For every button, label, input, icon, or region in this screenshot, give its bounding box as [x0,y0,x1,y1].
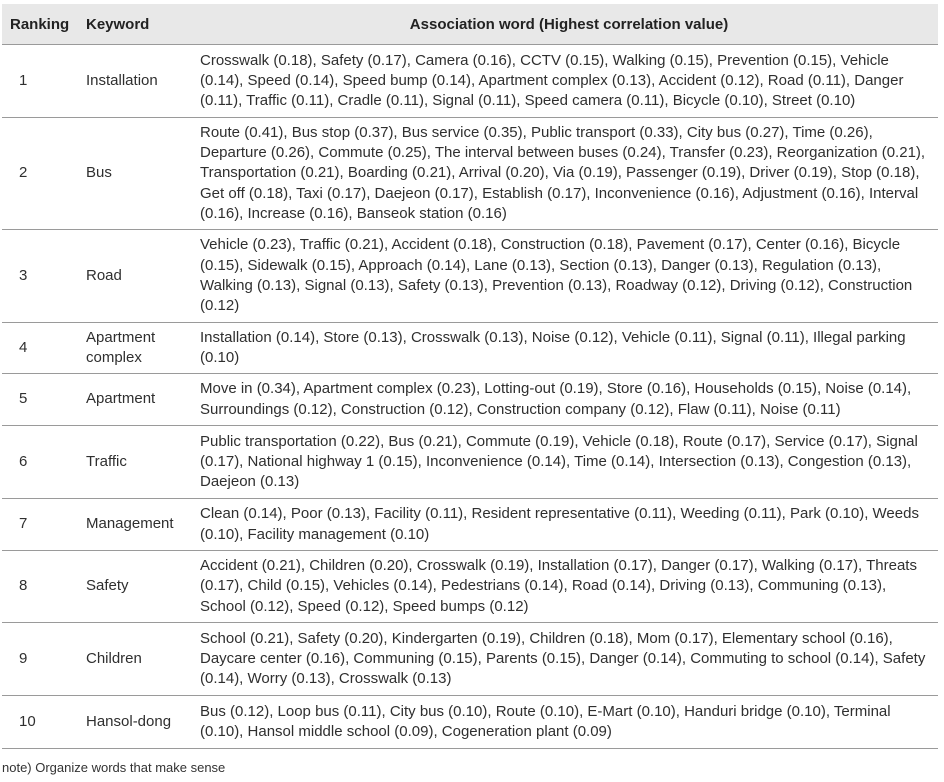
header-keyword: Keyword [86,15,150,33]
rank-cell: 7 [19,515,28,533]
rank-cell: 5 [19,390,28,408]
rank-cell: 9 [19,649,28,667]
rank-cell: 1 [19,71,28,89]
association-cell: Public transportation (0.22), Bus (0.21), Commute (0.19), Vehicle (0.18), Route (0.17), Service (0.17), Signal (0.17), National highway 1 (0.15), Inconvenience (0.14), Time (0.14), Intersection (0.13), Congestion (0.13), Daejeon (0.13) [200,432,918,491]
table-row [2,426,938,499]
keyword-cell: Hansol-dong [86,712,172,730]
association-cell: Bus (0.12), Loop bus (0.11), City bus (0.10), Route (0.10), E-Mart (0.10), Handuri bridge (0.10), Terminal (0.10), Hansol middle school (0.09), Cogeneration plant (0.09) [200,702,891,740]
table-row [2,499,938,551]
keyword-cell: Management [86,515,174,533]
table-row [2,374,938,426]
association-table-container [2,4,938,749]
rank-cell: 8 [19,577,28,595]
header-association: Association word (Highest correlation value) [409,15,729,33]
keyword-cell: Bus [86,164,112,182]
association-cell: Clean (0.14), Poor (0.13), Facility (0.11), Resident representative (0.11), Weeding (0.11), Park (0.10), Weeds (0.10), Facility management (0.10) [200,505,919,543]
table-row [2,623,938,696]
keyword-cell: Children [86,649,142,667]
keyword-cell: Safety [86,577,129,595]
keyword-cell: Traffic [86,452,127,470]
association-cell: Route (0.41), Bus stop (0.37), Bus service (0.35), Public transport (0.33), City bus (0.27), Time (0.26), Departure (0.26), Commute (0.25), The interval between buses (0.24), Transfer (0.23), Reorganization (0.21), Transportation (0.21), Boarding (0.21), Arrival (0.20), Via (0.19), Passenger (0.19), Driver (0.19), Stop (0.18), Get off (0.18), Taxi (0.17), Daejeon (0.17), Establish (0.17), Inconvenience (0.16), Adjustment (0.16), Interval (0.16), Increase (0.16), Banseok station (0.16) [200,123,926,222]
table-row [2,230,938,323]
rank-cell: 10 [19,712,36,730]
table-row [2,696,938,749]
association-cell: Installation (0.14), Store (0.13), Crosswalk (0.13), Noise (0.12), Vehicle (0.11), Signal (0.11), Illegal parking (0.10) [200,328,906,366]
rank-cell: 3 [19,266,28,284]
header-ranking: Ranking [10,15,70,33]
table-header-row [2,4,938,45]
rank-cell: 2 [19,164,28,182]
keyword-cell: Installation [86,71,158,89]
table-row [2,45,938,118]
keyword-cell: Road [86,266,122,284]
keyword-cell: Apartment [86,390,156,408]
rank-cell: 4 [19,338,28,356]
association-cell: School (0.21), Safety (0.20), Kindergarten (0.19), Children (0.18), Mom (0.17), Elementary school (0.16), Daycare center (0.16), Communing (0.15), Parents (0.15), Danger (0.14), Commuting to school (0.14), Safety (0.14), Worry (0.13), Crosswalk (0.13) [200,629,926,688]
table-row [2,551,938,623]
table-row [2,323,938,374]
association-cell: Crosswalk (0.18), Safety (0.17), Camera (0.16), CCTV (0.15), Walking (0.15), Prevention (0.15), Vehicle (0.14), Speed (0.14), Speed bump (0.14), Apartment complex (0.13), Accident (0.12), Road (0.11), Danger (0.11), Traffic (0.11), Cradle (0.11), Signal (0.11), Speed camera (0.11), Bicycle (0.10), Street (0.10) [200,51,904,110]
table-note: note) Organize words that make sense [2,760,226,775]
association-table [2,4,938,749]
table-row [2,118,938,230]
association-cell: Move in (0.34), Apartment complex (0.23), Lotting-out (0.19), Store (0.16), Households (0.15), Noise (0.14), Surroundings (0.12), Construction (0.12), Construction company (0.12), Flaw (0.11), Noise (0.11) [200,380,912,418]
association-cell: Vehicle (0.23), Traffic (0.21), Accident (0.18), Construction (0.18), Pavement (0.17), Center (0.16), Bicycle (0.15), Sidewalk (0.15), Approach (0.14), Lane (0.13), Section (0.13), Danger (0.13), Regulation (0.13), Walking (0.13), Signal (0.13), Safety (0.13), Prevention (0.13), Roadway (0.12), Driving (0.12), Construction (0.12) [200,236,913,315]
keyword-cell: Apartment complex [86,328,156,366]
association-cell: Accident (0.21), Children (0.20), Crosswalk (0.19), Installation (0.17), Danger (0.17), Walking (0.17), Threats (0.17), Child (0.15), Vehicles (0.14), Pedestrians (0.14), Road (0.14), Driving (0.13), Communing (0.13), School (0.12), Speed (0.12), Speed bumps (0.12) [200,557,917,615]
rank-cell: 6 [19,452,28,470]
